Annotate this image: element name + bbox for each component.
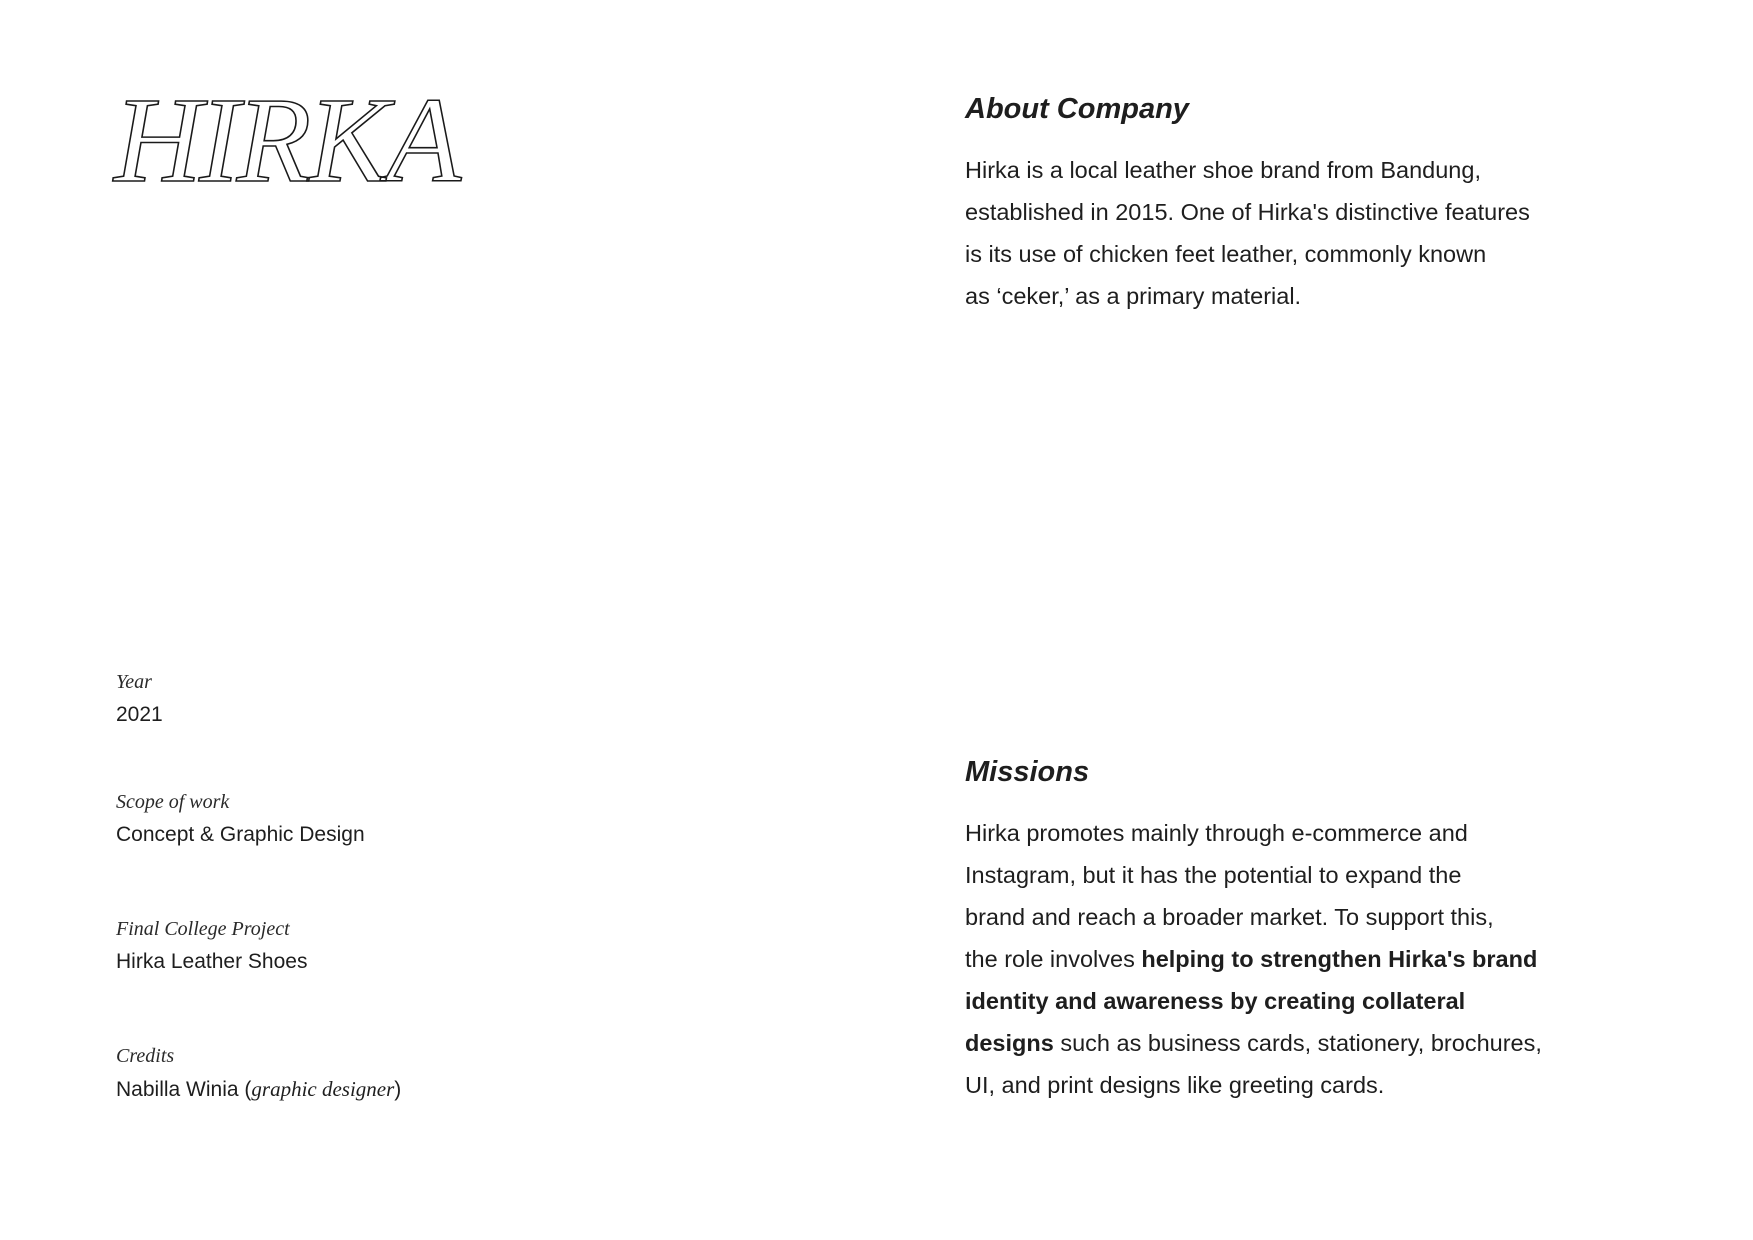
- missions-highlight: identity and awareness by creating collateral: [965, 988, 1466, 1014]
- about-title: About Company: [965, 93, 1189, 125]
- missions-text: [965, 812, 1605, 1106]
- detail-scope: [116, 790, 365, 848]
- missions-line: Hirka promotes mainly through e-commerce and: [965, 820, 1468, 846]
- credit-role-open: (: [244, 1078, 252, 1101]
- about-line: established in 2015. One of Hirka's distinctive features: [965, 199, 1530, 225]
- missions-section: [965, 754, 1605, 1106]
- brand-logo: HIRKA: [114, 73, 459, 208]
- missions-line: UI, and print designs like greeting cards.: [965, 1072, 1385, 1098]
- detail-label: Final College Project: [116, 918, 290, 940]
- about-line: Hirka is a local leather shoe brand from Bandung,: [965, 157, 1481, 183]
- detail-value: Concept & Graphic Design: [116, 823, 365, 846]
- detail-value: [116, 1076, 401, 1103]
- detail-value: 2021: [116, 703, 163, 726]
- missions-line: Instagram, but it has the potential to expand the: [965, 862, 1462, 888]
- missions-line: such as business cards, stationery, brochures,: [1053, 1030, 1542, 1056]
- detail-credits: [116, 1044, 401, 1103]
- detail-project: [116, 917, 307, 975]
- about-line: as ‘ceker,’ as a primary material.: [965, 283, 1302, 309]
- credit-role: graphic designer: [251, 1077, 395, 1101]
- missions-line: the role involves: [965, 946, 1142, 972]
- detail-value: Hirka Leather Shoes: [116, 950, 308, 973]
- detail-year: [116, 670, 163, 728]
- about-text: [965, 149, 1605, 317]
- missions-title: Missions: [965, 756, 1090, 788]
- detail-label: Credits: [116, 1045, 175, 1067]
- about-section: [965, 91, 1605, 317]
- detail-label: Scope of work: [116, 791, 230, 813]
- about-line: is its use of chicken feet leather, commonly known: [965, 241, 1487, 267]
- missions-line: brand and reach a broader market. To support this,: [965, 904, 1494, 930]
- credit-role-close: ): [394, 1078, 402, 1101]
- credit-name: Nabilla Winia: [116, 1078, 239, 1101]
- missions-highlight: designs: [965, 1030, 1054, 1056]
- detail-label: Year: [116, 671, 152, 693]
- missions-highlight: helping to strengthen Hirka's brand: [1141, 946, 1538, 972]
